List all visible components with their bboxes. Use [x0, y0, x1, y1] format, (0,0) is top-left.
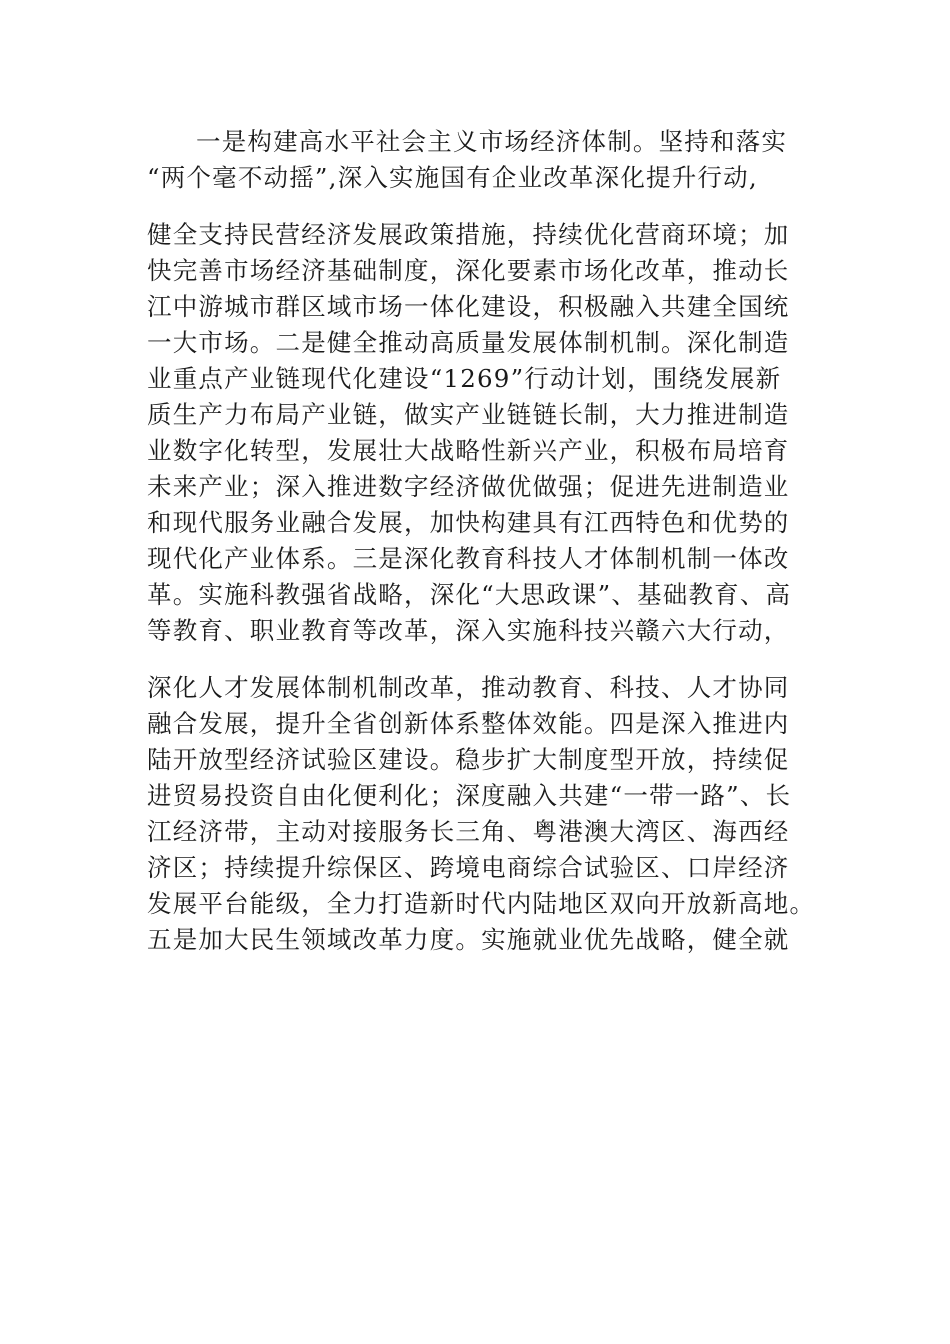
text-line: 现代化产业体系。三是深化教育科技人才体制机制一体改 — [147, 544, 790, 573]
text-line: 质生产力布局产业链，做实产业链链长制，大力推进制造 — [147, 400, 790, 429]
text-line: 江中游城市群区域市场一体化建设，积极融入共建全国统 — [147, 292, 790, 321]
text-line: 陆开放型经济试验区建设。稳步扩大制度型开放，持续促 — [147, 745, 790, 774]
body-paragraph — [147, 124, 817, 958]
text-line: 健全支持民营经济发展政策措施，持续优化营商环境；加 — [147, 220, 790, 249]
text-line: 江经济带，主动对接服务长三角、粤港澳大湾区、海西经 — [147, 817, 790, 846]
text-line: 业重点产业链现代化建设“1269”行动计划，围绕发展新 — [147, 364, 782, 393]
text-line: 一是构建高水平社会主义市场经济体制。坚持和落实 — [196, 127, 788, 156]
text-line: 融合发展，提升全省创新体系整体效能。四是深入推进内 — [147, 709, 790, 738]
text-line: 发展平台能级，全力打造新时代内陆地区双向开放新高地。 — [147, 889, 816, 918]
text-line: “两个毫不动摇”,深入实施国有企业改革深化提升行动, — [147, 163, 758, 192]
text-line: 一大市场。二是健全推动高质量发展体制机制。深化制造 — [147, 328, 790, 357]
text-line: 深化人才发展体制机制改革，推动教育、科技、人才协同 — [147, 673, 790, 702]
text-line: 快完善市场经济基础制度，深化要素市场化改革，推动长 — [147, 256, 790, 285]
text-line: 和现代服务业融合发展，加快构建具有江西特色和优势的 — [147, 508, 790, 537]
text-line: 业数字化转型，发展壮大战略性新兴产业，积极布局培育 — [147, 436, 790, 465]
text-line: 未来产业；深入推进数字经济做优做强；促进先进制造业 — [147, 472, 790, 501]
text-line: 革。实施科教强省战略，深化“大思政课”、基础教育、高 — [147, 580, 792, 609]
text-line: 济区；持续提升综保区、跨境电商综合试验区、口岸经济 — [147, 853, 790, 882]
text-line: 五是加大民生领域改革力度。实施就业优先战略，健全就 — [147, 925, 790, 954]
text-line: 进贸易投资自由化便利化；深度融入共建“一带一路”、长 — [147, 781, 792, 810]
text-line: 等教育、职业教育等改革，深入实施科技兴赣六大行动， — [147, 616, 790, 645]
